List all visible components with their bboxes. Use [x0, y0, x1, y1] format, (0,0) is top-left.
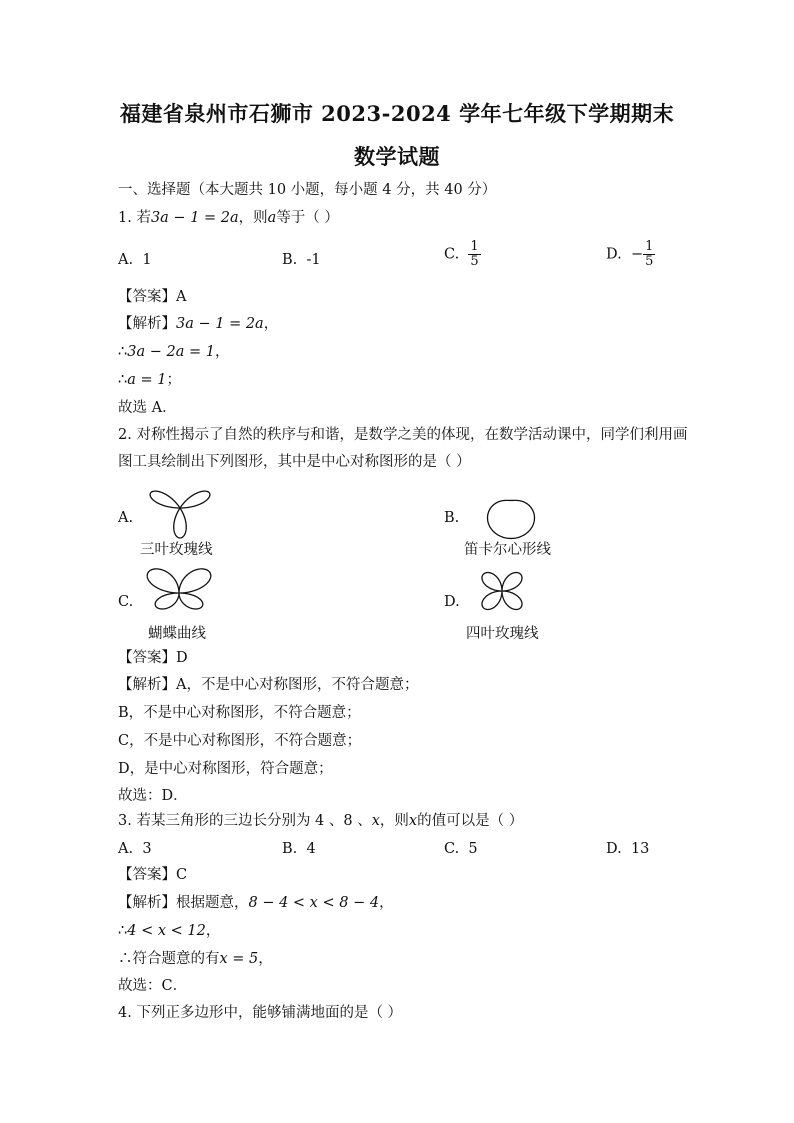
option-value: 13 — [630, 841, 650, 857]
step-equation: a = 1 — [127, 372, 167, 388]
step-equation: x = 5 — [219, 951, 259, 967]
explain-label: 【解析】 — [118, 316, 176, 332]
q2-option-d-caption: 四叶玫瑰线 — [466, 626, 539, 642]
question-1 — [118, 208, 339, 228]
four-leaf-rose-curve — [482, 573, 522, 610]
option-label: A. — [118, 841, 134, 857]
q3-explanation — [118, 893, 394, 913]
explain-inequality: 8 − 4 < x < 8 − 4 — [248, 895, 380, 911]
option-label: B. — [282, 841, 298, 857]
q3-mid: ，则 — [379, 813, 409, 829]
q2-option-c-caption: 蝴蝶曲线 — [148, 626, 206, 642]
option-label: A. — [118, 252, 134, 268]
fraction — [468, 240, 480, 269]
option-value: 5 — [468, 841, 478, 857]
minus-sign: − — [630, 246, 644, 263]
punct: ， — [205, 923, 221, 939]
option-label: B. — [282, 252, 298, 268]
option-label: C. — [444, 246, 460, 263]
punct: ， — [379, 895, 394, 911]
therefore: ∴ — [118, 372, 128, 388]
therefore: ∴符合题意的有 — [118, 951, 220, 967]
q1-option-d — [606, 240, 655, 269]
q3-option-b — [282, 839, 316, 859]
explain-equation: 3a − 1 = 2a — [176, 316, 264, 332]
punct: ， — [263, 316, 279, 332]
option-value: -1 — [306, 252, 321, 268]
title-line-1: 福建省泉州市石狮市 2023-2024 学年七年级下学期期末 — [119, 101, 675, 126]
explain-label: 【解析】根据题意， — [118, 895, 249, 911]
therefore: ∴ — [118, 923, 128, 939]
q1-conclusion: 故选 A． — [118, 400, 177, 416]
q3-step-1 — [118, 921, 220, 941]
q2-explanation-2: B，不是中心对称图形，不符合题意； — [118, 705, 361, 721]
q3-option-a — [118, 839, 152, 859]
q1-answer: 【答案】A — [118, 289, 187, 305]
q1-option-c — [444, 240, 481, 269]
q2-explanation-3: C，不是中心对称图形，不符合题意； — [118, 733, 362, 749]
option-label: D. — [606, 841, 622, 857]
q1-variable: a — [267, 210, 277, 226]
punct: ， — [214, 344, 230, 360]
q1-explanation — [118, 314, 278, 334]
option-value: 1 — [142, 252, 152, 268]
q2-option-b-label: B. — [444, 510, 460, 526]
q3-option-d — [606, 839, 649, 859]
question-3 — [118, 811, 523, 831]
numerator: 1 — [470, 239, 479, 254]
q1-mid: ，则 — [238, 210, 268, 226]
q2-option-d-label: D. — [444, 594, 460, 610]
q3-variable: x — [371, 813, 380, 829]
title-line-2: 数学试题 — [354, 144, 440, 169]
question-2-line-2: 图工具绘制出下列图形，其中是中心对称图形的是（ ） — [118, 454, 471, 470]
punct: ， — [258, 951, 273, 967]
q3-step-2 — [118, 949, 273, 969]
q2-option-a-label: A. — [118, 510, 134, 526]
q2-answer: 【答案】D — [118, 650, 188, 666]
q2-explanation-4: D，是中心对称图形，符合题意； — [118, 761, 333, 777]
question-4: 4. 下列正多边形中，能够铺满地面的是（ ） — [118, 1005, 403, 1021]
q3-conclusion: 故选：C． — [118, 978, 188, 994]
q2-explanation-1: 【解析】A，不是中心对称图形，不符合题意； — [118, 677, 419, 693]
option-label: C. — [444, 841, 460, 857]
q2-option-c-label: C. — [118, 594, 134, 610]
denominator: 5 — [645, 254, 654, 269]
cardioid-curve — [488, 500, 535, 538]
punct: ； — [166, 372, 181, 388]
q3-option-c — [444, 839, 478, 859]
butterfly-curve — [147, 569, 211, 609]
q1-equation: 3a − 1 = 2a — [150, 210, 239, 226]
q2-conclusion: 故选：D． — [118, 788, 188, 804]
q1-step-2 — [118, 370, 181, 390]
question-2-line-1: 2. 对称性揭示了自然的秩序与和谐，是数学之美的体现，在数学活动课中，同学们利用画 — [118, 427, 688, 443]
step-inequality: 4 < x < 12 — [127, 923, 206, 939]
option-value: 3 — [142, 841, 152, 857]
q1-step-1 — [118, 342, 229, 362]
four-leaf-rose-figure — [472, 563, 532, 619]
q2-option-b-caption: 笛卡尔心形线 — [464, 542, 551, 558]
q1-option-b — [282, 250, 321, 270]
butterfly-curve-figure — [136, 562, 222, 624]
q3-answer: 【答案】C — [118, 867, 188, 883]
q3-suffix: 的值可以是（ ） — [417, 813, 524, 829]
denominator: 5 — [470, 254, 479, 269]
q2-option-a-caption: 三叶玫瑰线 — [140, 542, 213, 558]
q1-suffix: 等于（ ） — [276, 210, 339, 226]
three-leaf-rose-figure — [140, 475, 220, 541]
section-heading: 一、选择题（本大题共 10 小题，每小题 4 分，共 40 分） — [118, 182, 497, 198]
q3-prefix: 3. 若某三角形的三边长分别为 4 、8 、 — [118, 813, 372, 829]
therefore: ∴ — [118, 344, 128, 360]
cardioid-figure — [473, 478, 549, 540]
option-value: 4 — [306, 841, 316, 857]
fraction — [643, 240, 655, 269]
q3-variable: x — [408, 813, 418, 829]
numerator: 1 — [645, 239, 654, 254]
step-equation: 3a − 2a = 1 — [127, 344, 215, 360]
option-label: D. — [606, 246, 622, 263]
three-leaf-rose-curve — [150, 491, 210, 538]
q1-option-a — [118, 250, 152, 270]
q1-prefix: 1. 若 — [118, 210, 151, 226]
